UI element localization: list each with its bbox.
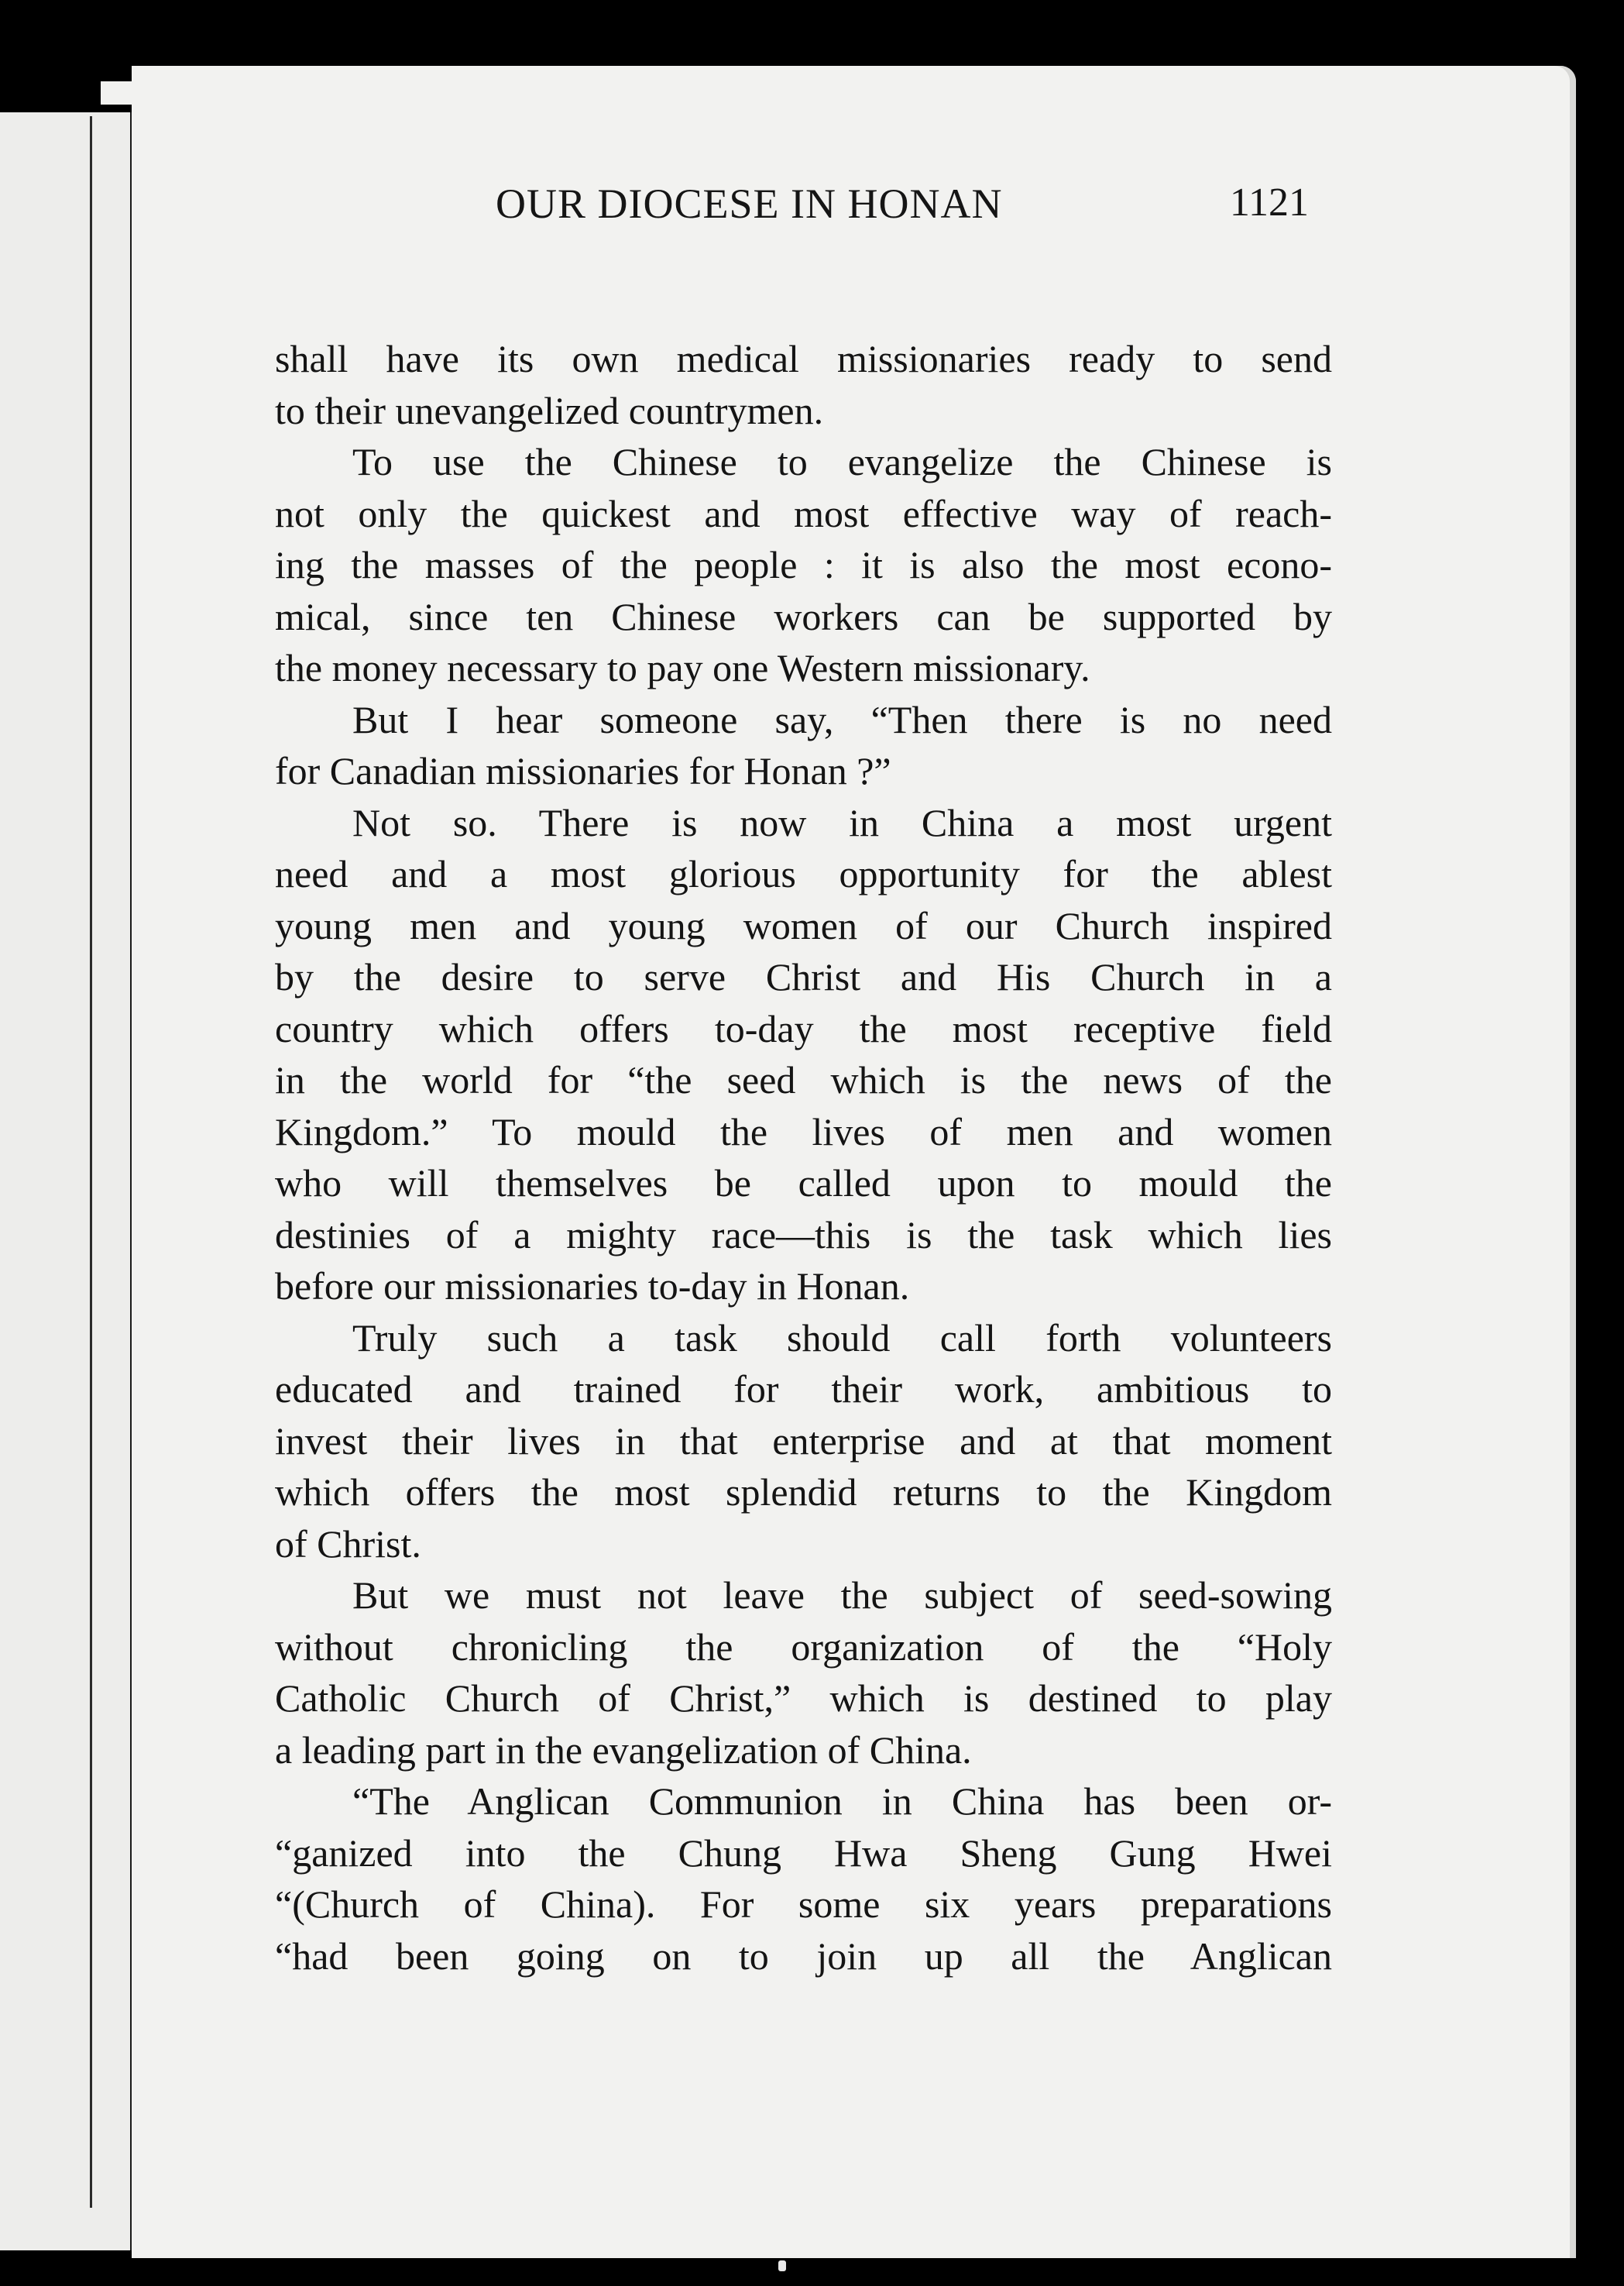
text-line: a leading part in the evangelization of China. [275, 1727, 972, 1772]
text-line: in the world for “the seed which is the news of the [275, 1058, 1332, 1102]
text-line: of Christ. [275, 1521, 421, 1566]
text-line: Truly such a task should call forth volunteers [352, 1315, 1332, 1360]
spine-shadow-line [90, 116, 92, 2208]
text-line: by the desire to serve Christ and His Church in a [275, 955, 1332, 999]
text-line: To use the Chinese to evangelize the Chinese is [352, 440, 1332, 483]
scan-artifact [778, 2260, 786, 2271]
text-line: “ganized into the Chung Hwa Sheng Gung Hwei [275, 1831, 1332, 1875]
text-line: the money necessary to pay one Western missionary. [275, 646, 1090, 689]
text-line: which offers the most splendid returns to the Kingdom [275, 1470, 1332, 1514]
text-line: “(Church of China). For some six years preparations [275, 1882, 1332, 1926]
text-line: mical, since ten Chinese workers can be supported by [275, 594, 1332, 638]
text-line: need and a most glorious opportunity for the ablest [275, 852, 1332, 895]
text-line: not only the quickest and most effective way of reach- [275, 491, 1332, 535]
text-line: “had been going on to join up all the Anglican [275, 1934, 1332, 1978]
running-title: OUR DIOCESE IN HONAN [496, 180, 1003, 227]
text-line: to their unevangelized countrymen. [275, 388, 824, 432]
text-line: But I hear someone say, “Then there is no need [352, 697, 1332, 741]
text-line: who will themselves be called upon to mould the [275, 1161, 1332, 1205]
page-header [364, 180, 1324, 242]
text-line: before our missionaries to-day in Honan. [275, 1264, 910, 1308]
page-number: 1121 [1229, 180, 1309, 225]
text-line: Catholic Church of Christ,” which is destined to play [275, 1676, 1332, 1720]
text-line: country which offers to-day the most receptive field [275, 1006, 1332, 1050]
left-page-edge [0, 112, 133, 2250]
text-line: destinies of a mighty race—this is the task which lies [275, 1212, 1332, 1256]
text-line: shall have its own medical missionaries ready to send [275, 337, 1332, 380]
text-line: without chronicling the organization of the “Holy [275, 1624, 1332, 1669]
text-line: Kingdom.” To mould the lives of men and women [275, 1109, 1332, 1153]
text-line: for Canadian missionaries for Honan ?” [275, 749, 891, 792]
text-line: young men and young women of our Church inspired [275, 903, 1332, 947]
text-line: educated and trained for their work, ambitious to [275, 1367, 1332, 1411]
text-line: But we must not leave the subject of seed-sowing [352, 1573, 1332, 1617]
body-text [275, 333, 1332, 1982]
text-line: invest their lives in that enterprise and at that moment [275, 1418, 1332, 1463]
text-line: ing the masses of the people : it is also the most econo- [275, 543, 1332, 586]
text-line: “The Anglican Communion in China has been or- [352, 1779, 1332, 1823]
text-line: Not so. There is now in China a most urgent [352, 800, 1332, 844]
